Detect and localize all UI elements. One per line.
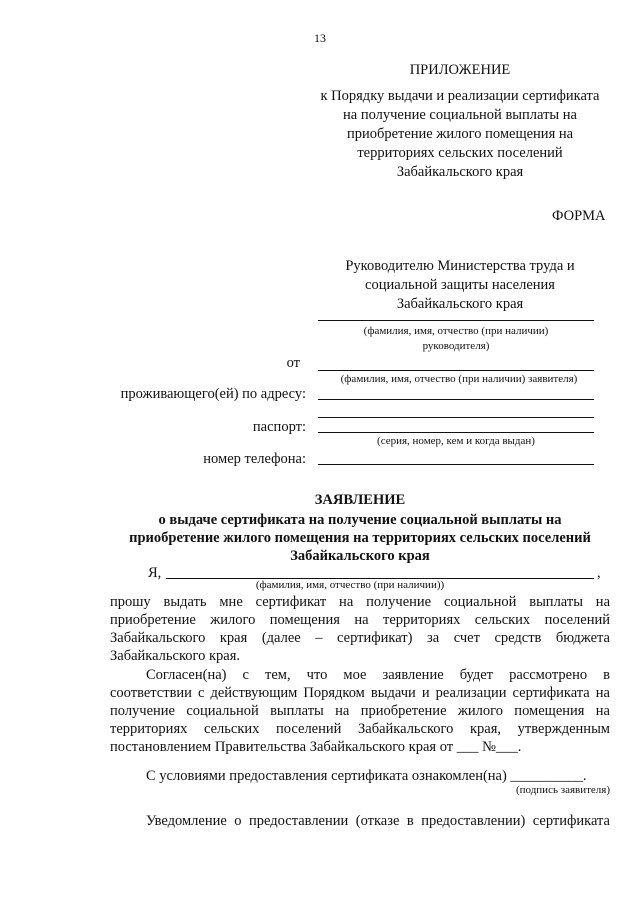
phone-line[interactable] bbox=[318, 464, 594, 465]
passport-label: паспорт: bbox=[252, 419, 306, 435]
passport-line[interactable] bbox=[318, 432, 594, 433]
head-name-caption: (фамилия, имя, отчество (при наличии) bbox=[363, 325, 549, 337]
head-name-line[interactable] bbox=[318, 320, 594, 321]
appendix-line: к Порядку выдачи и реализации сертификата bbox=[320, 88, 600, 104]
para2-line: соответствии с действующим Порядком выдачи и реализации сертификата на bbox=[110, 685, 610, 701]
address-label: проживающего(ей) по адресу: bbox=[120, 386, 306, 402]
address-line-1[interactable] bbox=[318, 399, 594, 400]
addressee-line: Забайкальского края bbox=[396, 296, 524, 312]
address-line-2[interactable] bbox=[318, 417, 594, 418]
para2-line: Согласен(на) с тем, что мое заявление будет рассмотрено в bbox=[146, 667, 610, 683]
statement-title: ЗАЯВЛЕНИЕ bbox=[314, 492, 406, 508]
i-end-comma: , bbox=[597, 565, 601, 581]
appendix-title: ПРИЛОЖЕНИЕ bbox=[409, 62, 511, 78]
from-label: от bbox=[286, 355, 300, 371]
passport-caption: (серия, номер, кем и когда выдан) bbox=[377, 435, 535, 447]
para1-line: Забайкальского края. bbox=[110, 648, 240, 664]
para1-line: прошу выдать мне сертификат на получение социальной выплаты на bbox=[110, 594, 610, 610]
para3-line: С условиями предоставления сертификата ознакомлен(на) __________. bbox=[146, 768, 587, 784]
addressee-line: Руководителю Министерства труда и bbox=[345, 258, 575, 274]
statement-subtitle: Забайкальского края bbox=[290, 548, 430, 564]
applicant-name-line[interactable] bbox=[318, 370, 594, 371]
para4-line: Уведомление о предоставлении (отказе в предоставлении) сертификата bbox=[146, 813, 610, 829]
appendix-line: территориях сельских поселений bbox=[357, 145, 563, 161]
para1-line: Забайкальского края (далее – сертификат) за счет средств бюджета bbox=[110, 630, 610, 646]
para2-line: постановлением Правительства Забайкальского края от ___ №___. bbox=[110, 739, 522, 755]
head-name-caption: руководителя) bbox=[422, 340, 490, 352]
page-number: 13 bbox=[314, 31, 326, 45]
phone-label: номер телефона: bbox=[203, 451, 306, 467]
para2-line: получение социальной выплаты на приобретение жилого помещения на bbox=[110, 703, 610, 719]
form-label: ФОРМА bbox=[552, 208, 606, 224]
signature-caption: (подпись заявителя) bbox=[515, 784, 610, 796]
para2-line: территориях сельских поселений Забайкальского края, утвержденным bbox=[110, 721, 610, 737]
i-label: Я, bbox=[148, 565, 162, 581]
i-name-caption: (фамилия, имя, отчество (при наличии)) bbox=[255, 579, 445, 591]
appendix-line: на получение социальной выплаты на bbox=[343, 107, 577, 123]
statement-subtitle: о выдаче сертификата на получение социальной выплаты на bbox=[158, 512, 562, 528]
applicant-name-caption: (фамилия, имя, отчество (при наличии) заявителя) bbox=[340, 373, 578, 385]
para1-line: приобретение жилого помещения на территориях сельских поселений bbox=[110, 612, 610, 628]
appendix-line: Забайкальского края bbox=[396, 164, 524, 180]
statement-subtitle: приобретение жилого помещения на территориях сельских поселений bbox=[129, 530, 591, 546]
addressee-line: социальной защиты населения bbox=[365, 277, 555, 293]
appendix-line: приобретение жилого помещения на bbox=[346, 126, 574, 142]
